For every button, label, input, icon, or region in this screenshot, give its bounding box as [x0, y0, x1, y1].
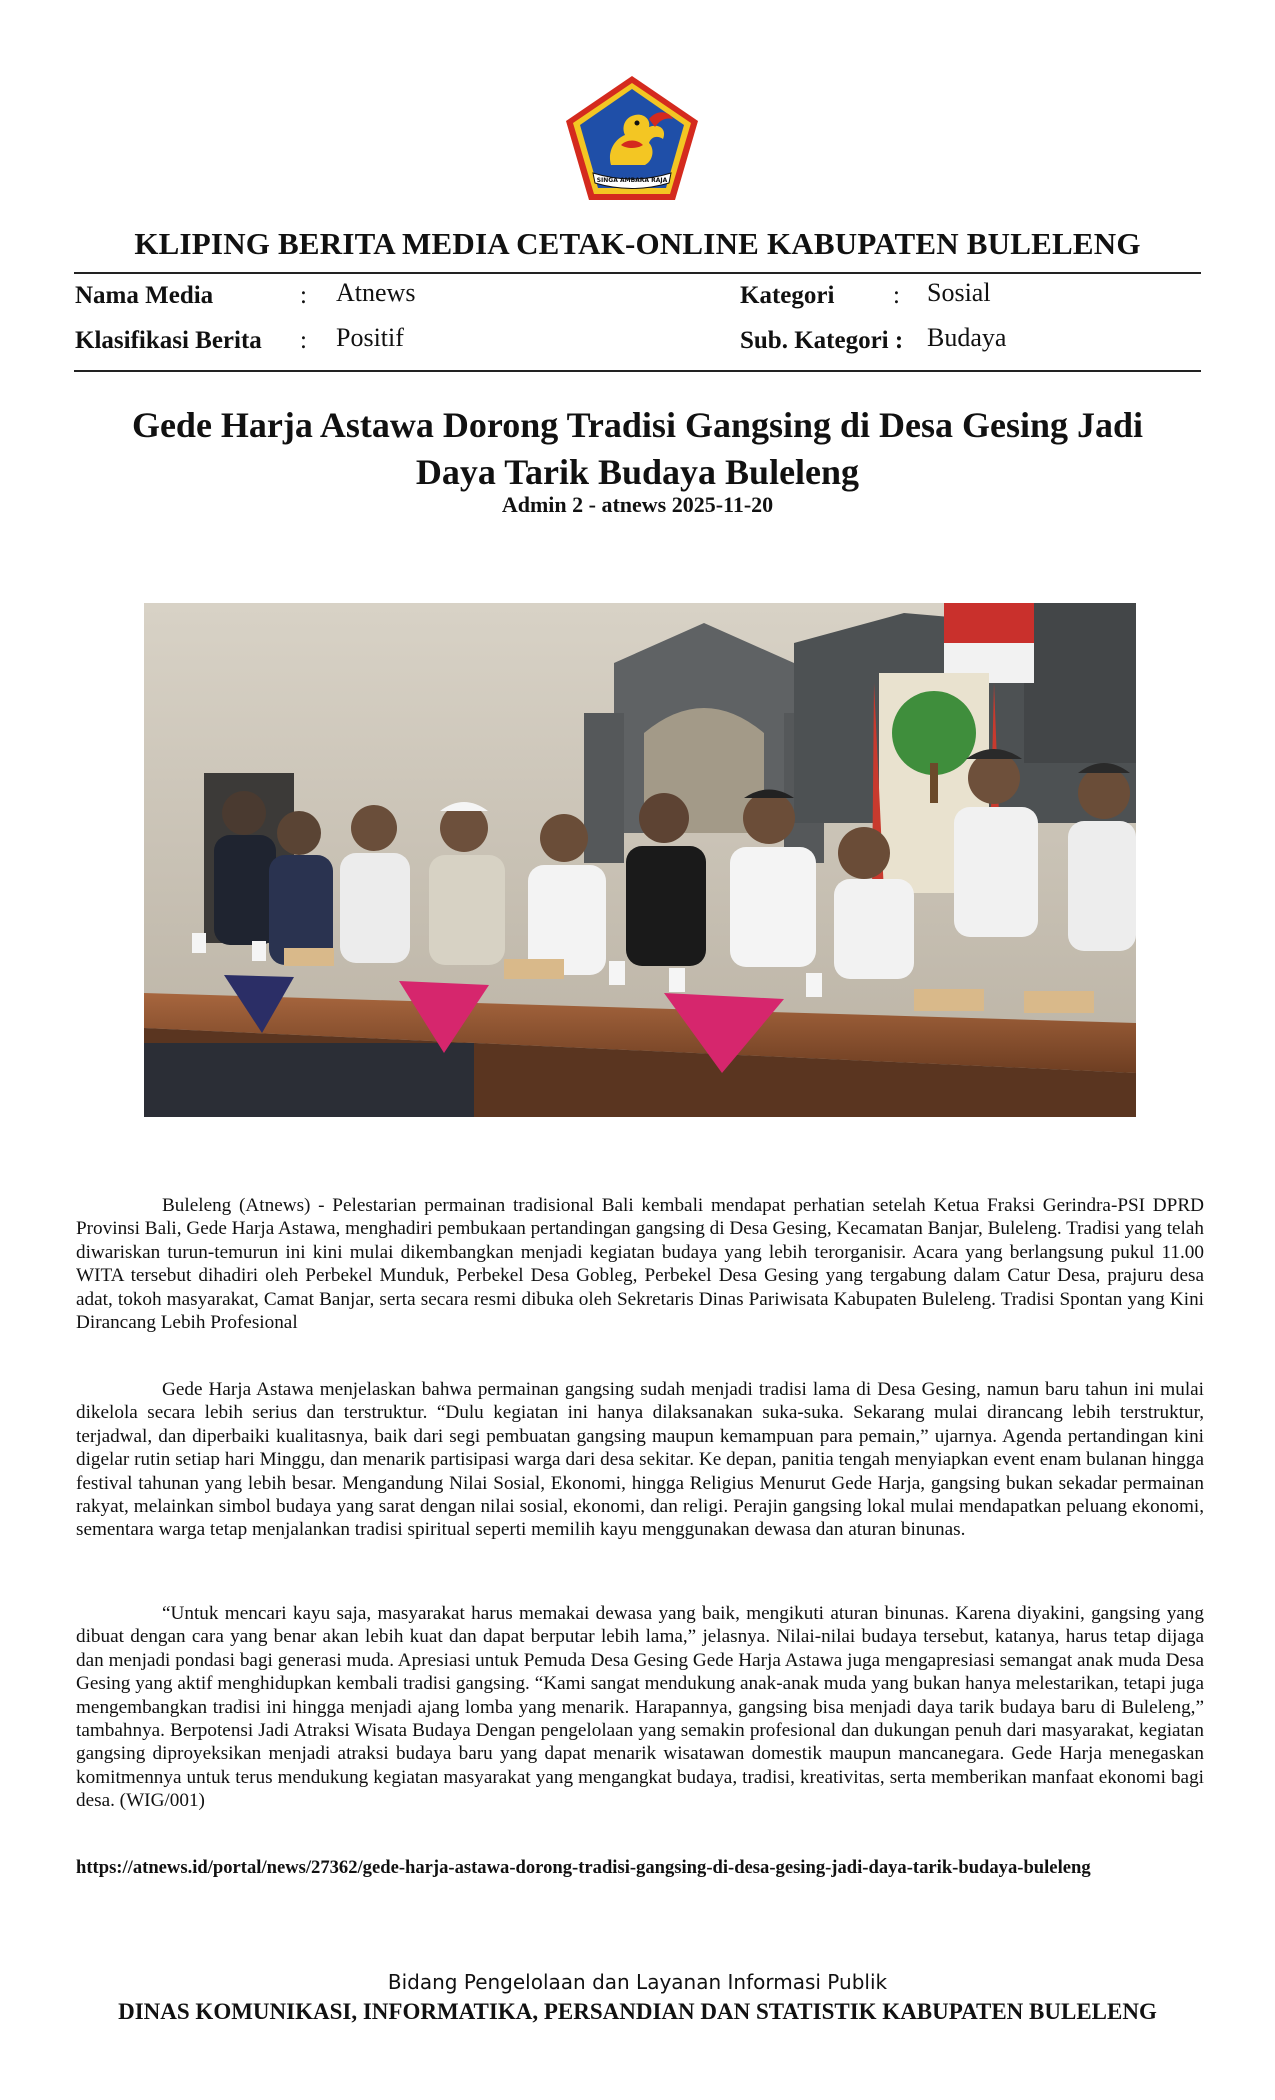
- footer-agency: DINAS KOMUNIKASI, INFORMATIKA, PERSANDIAN DAN STATISTIK KABUPATEN BULELENG: [118, 1999, 1157, 2024]
- header-divider-top: [74, 272, 1201, 274]
- category-colon: :: [893, 282, 900, 309]
- article-paragraph-3: [76, 1602, 1204, 1813]
- classification-value: Positif: [336, 323, 404, 352]
- paragraph-text: Buleleng (Atnews) - Pelestarian permainan tradisional Bali kembali mendapat perhatian setelah Ketua Fraksi Gerindra-PSI DPRD Provinsi Bali, Gede Harja Astawa, menghadiri pembukaan pertandingan gangsing di Desa Gesing, Kecamatan Banjar, Buleleng. Tradisi yang telah diwariskan turun-temurun ini kini mulai dikembangkan menjadi kegiatan budaya yang lebih terorganisir. Acara yang berlangsung pukul 11.00 WITA tersebut dihadiri oleh Perbekel Munduk, Perbekel Desa Gobleg, Perbekel Desa Gesing yang tergabung dalam Catur Desa, prajuru desa adat, tokoh masyarakat, Camat Banjar, serta secara resmi dibuka oleh Sekretaris Dinas Pariwisata Kabupaten Buleleng. Tradisi Spontan yang Kini Dirancang Lebih Profesional: [76, 1195, 1204, 1334]
- category-value: Sosial: [927, 278, 991, 307]
- header-divider-bottom: [74, 370, 1201, 372]
- classification-colon: :: [300, 327, 307, 354]
- article-source-url[interactable]: https://atnews.id/portal/news/27362/gede-harja-astawa-dorong-tradisi-gangsing-di-desa-gesing-jadi-daya-tarik-budaya-buleleng: [76, 1857, 1091, 1878]
- article-photo: [144, 603, 1136, 1117]
- paragraph-text: “Untuk mencari kayu saja, masyarakat harus memakai dewasa yang baik, mengikuti aturan binunas. Karena diyakini, gangsing yang dibuat dengan cara yang benar akan lebih kuat dan dapat berputar lebih lama,” jelasnya. Nilai-nilai budaya tersebut, katanya, harus tetap dijaga dan menjadi pondasi bagi generasi muda. Apresiasi untuk Pemuda Desa Gesing Gede Harja Astawa juga mengapresiasi semangat anak muda Desa Gesing yang aktif menghidupkan kembali tradisi gangsing. “Kami sangat mendukung anak-anak muda yang bukan hanya melestarikan, tetapi juga mengembangkan tradisi ini hingga menjadi ajang lomba yang menarik. Harapannya, gangsing bisa menjadi daya tarik budaya baru di Buleleng,” tambahnya. Berpotensi Jadi Atraksi Wisata Budaya Dengan pengelolaan yang semakin profesional dan dukungan penuh dari masyarakat, kegiatan gangsing diproyeksikan menjadi atraksi budaya baru yang dapat menarik wisatawan domestik maupun mancanegara. Gede Harja menegaskan komitmennya untuk terus mendukung kegiatan masyarakat yang mengangkat budaya, tradisi, kreativitas, serta memberikan manfaat ekonomi bagi desa. (WIG/001): [76, 1603, 1204, 1812]
- classification-label: Klasifikasi Berita: [75, 327, 262, 354]
- buleleng-emblem-logo: [563, 73, 701, 203]
- logo-motto: SINGA AMBARA RAJA: [596, 177, 668, 184]
- category-label: Kategori: [740, 282, 835, 309]
- media-name-value: Atnews: [336, 278, 416, 307]
- article-byline: Admin 2 - atnews 2025-11-20: [501, 492, 774, 517]
- article-paragraph-2: [76, 1378, 1204, 1542]
- article-headline: Gede Harja Astawa Dorong Tradisi Gangsing di Desa Gesing Jadi Daya Tarik Budaya Buleleng: [131, 405, 1144, 492]
- media-name-label: Nama Media: [75, 282, 214, 309]
- footer-division: Bidang Pengelolaan dan Layanan Informasi Publik: [387, 1970, 888, 1994]
- media-name-colon: :: [300, 282, 307, 309]
- document-header-title: KLIPING BERITA MEDIA CETAK-ONLINE KABUPATEN BULELENG: [134, 226, 1141, 261]
- subcategory-value: Budaya: [927, 323, 1007, 352]
- article-paragraph-1: [76, 1194, 1204, 1334]
- paragraph-text: Gede Harja Astawa menjelaskan bahwa permainan gangsing sudah menjadi tradisi lama di Desa Gesing, namun baru tahun ini mulai dikelola secara lebih serius dan terstruktur. “Dulu kegiatan ini hanya dilaksanakan suka-suka. Sekarang mulai dirancang lebih terstruktur, terjadwal, dan diperbaiki kualitasnya, baik dari segi pembuatan gangsing maupun kemampuan para pemain,” ujarnya. Agenda pertandingan kini digelar rutin setiap hari Minggu, dan menarik partisipasi warga dari desa sekitar. Ke depan, panitia tengah menyiapkan event enam bulanan hingga festival tahunan yang lebih besar. Mengandung Nilai Sosial, Ekonomi, hingga Religius Menurut Gede Harja, gangsing bukan sekadar permainan rakyat, melainkan simbol budaya yang sarat dengan nilai sosial, ekonomi, dan religi. Perajin gangsing lokal mulai mendapatkan peluang ekonomi, sementara warga tetap menjalankan tradisi spiritual seperti memilih kayu menggunakan dewasa dan aturan binunas.: [76, 1379, 1204, 1541]
- subcategory-label: Sub. Kategori :: [740, 327, 904, 354]
